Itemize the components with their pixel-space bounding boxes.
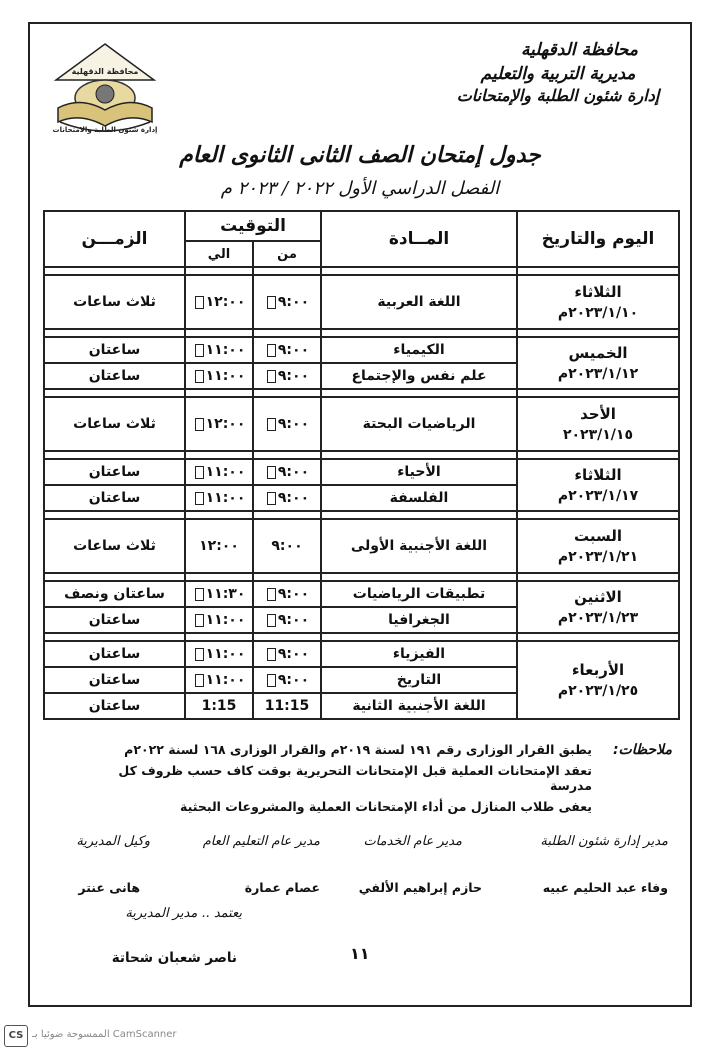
to-value: ١١:٠٠	[205, 490, 246, 506]
scanner-footer	[0, 1024, 720, 1050]
notes-label: ملاحظات:	[612, 742, 672, 758]
to-value: ١٢:٠٠	[199, 538, 239, 554]
duration-cell	[44, 459, 185, 485]
header-duration: الزمـــن	[44, 211, 185, 267]
from-time-cell	[253, 641, 321, 667]
to-time-cell	[185, 363, 253, 389]
subject-value: علم نفس والإجتماع	[351, 368, 487, 384]
exam-date: ٢٠٢٣/١/١٠م	[557, 305, 639, 321]
from-value: ٩:٠٠	[277, 342, 310, 358]
svg-text:محافظة الدقهلية: محافظة الدقهلية	[71, 67, 139, 76]
to-time-cell	[185, 519, 253, 573]
signature-name: وفاء عبد الحليم عبيه	[542, 880, 668, 895]
group-separator	[44, 389, 679, 397]
subject-cell	[321, 485, 517, 511]
signature-title: مدير إدارة شئون الطلبة	[540, 834, 668, 849]
to-time-cell	[185, 641, 253, 667]
duration-value: ساعتان	[88, 612, 141, 628]
from-time-cell	[253, 581, 321, 607]
subject-cell	[321, 363, 517, 389]
checkbox-mark-icon	[267, 492, 276, 505]
header-from: من	[253, 241, 321, 267]
subject-value: تطبيقات الرياضيات	[352, 586, 486, 602]
subject-cell	[321, 581, 517, 607]
to-value: ١١:٠٠	[205, 646, 246, 662]
director-name: ناصر شعبان شحاتة	[111, 950, 237, 966]
signature-name: عصام عمارة	[244, 880, 320, 895]
scanner-watermark: الممسوحة ضوئيا بـ CamScanner	[32, 1029, 177, 1040]
to-value: 1:15	[201, 698, 237, 714]
to-time-cell	[185, 607, 253, 633]
day-date-cell	[517, 581, 679, 633]
from-time-cell	[253, 337, 321, 363]
from-value: ٩:٠٠	[271, 538, 303, 554]
subject-cell	[321, 693, 517, 719]
header-subject: المــادة	[321, 211, 517, 267]
duration-value: ساعتان	[88, 368, 141, 384]
group-separator	[44, 573, 679, 581]
header-day-date: اليوم والتاريخ	[517, 211, 679, 267]
exam-date: ٢٠٢٣/١/٢٥م	[557, 683, 639, 699]
group-separator	[44, 511, 679, 519]
signature-title: وكيل المديرية	[76, 834, 150, 849]
duration-cell	[44, 581, 185, 607]
day-date-cell	[517, 275, 679, 329]
duration-cell	[44, 519, 185, 573]
camscanner-icon: CS	[4, 1025, 28, 1047]
subject-cell	[321, 519, 517, 573]
department-name: إدارة شئون الطلبة والإمتحانات	[456, 86, 660, 105]
duration-value: ساعتان	[88, 646, 141, 662]
day-name: السبت	[573, 527, 623, 545]
to-time-cell	[185, 693, 253, 719]
subject-value: الرياضيات البحتة	[362, 416, 476, 432]
from-time-cell	[253, 519, 321, 573]
to-time-cell	[185, 459, 253, 485]
note-item: تعقد الإمتحانات العملية قبل الإمتحانات التحريرية بوقت كاف حسب ظروف كل مدرسة	[118, 763, 592, 793]
duration-cell	[44, 693, 185, 719]
subject-value: الفيزياء	[392, 646, 446, 662]
subject-value: الأحياء	[397, 464, 441, 480]
checkbox-mark-icon	[195, 296, 204, 309]
checkbox-mark-icon	[267, 344, 276, 357]
checkbox-mark-icon	[195, 588, 204, 601]
day-date-cell	[517, 641, 679, 719]
signature-title: مدير عام الخدمات	[363, 834, 462, 849]
from-time-cell	[253, 485, 321, 511]
checkbox-mark-icon	[195, 418, 204, 431]
from-value: ٩:٠٠	[277, 612, 310, 628]
from-time-cell	[253, 667, 321, 693]
checkbox-mark-icon	[195, 466, 204, 479]
to-value: ١٢:٠٠	[205, 416, 246, 432]
from-value: ٩:٠٠	[277, 416, 310, 432]
group-separator	[44, 633, 679, 641]
to-value: ١١:٠٠	[205, 464, 246, 480]
signature-title: مدير عام التعليم العام	[202, 834, 320, 849]
day-name: الأربعاء	[571, 661, 625, 679]
subject-cell	[321, 397, 517, 451]
table-row	[44, 275, 679, 329]
exam-date: ٢٠٢٣/١/١٧م	[557, 488, 639, 504]
from-time-cell	[253, 397, 321, 451]
header-to: الي	[185, 241, 253, 267]
to-time-cell	[185, 337, 253, 363]
to-time-cell	[185, 275, 253, 329]
day-date-cell	[517, 519, 679, 573]
governorate-logo	[50, 40, 160, 135]
from-value: ٩:٠٠	[277, 646, 310, 662]
exam-date: ٢٠٢٣/١/١٢م	[557, 366, 639, 382]
from-value: 11:15	[264, 698, 310, 714]
checkbox-mark-icon	[195, 492, 204, 505]
checkbox-mark-icon	[195, 370, 204, 383]
day-name: الثلاثاء	[574, 466, 622, 484]
subject-cell	[321, 275, 517, 329]
subject-value: الجغرافيا	[388, 612, 450, 628]
document-title: جدول إمتحان الصف الثانى الثانوى العام	[179, 142, 541, 168]
subject-value: اللغة الأجنبية الأولى	[350, 538, 488, 554]
subject-cell	[321, 641, 517, 667]
subject-value: الفلسفة	[389, 490, 449, 506]
to-time-cell	[185, 581, 253, 607]
checkbox-mark-icon	[195, 344, 204, 357]
subject-value: الكيمياء	[393, 342, 445, 358]
to-value: ١١:٠٠	[205, 672, 246, 688]
checkbox-mark-icon	[267, 296, 276, 309]
to-value: ١١:٣٠	[205, 586, 246, 602]
duration-cell	[44, 607, 185, 633]
day-date-cell	[517, 397, 679, 451]
from-value: ٩:٠٠	[277, 368, 310, 384]
document-subtitle: الفصل الدراسي الأول ٢٠٢٢ / ٢٠٢٣ م	[220, 178, 500, 199]
subject-value: اللغة العربية	[377, 294, 461, 310]
to-time-cell	[185, 485, 253, 511]
header-block	[448, 40, 668, 105]
from-value: ٩:٠٠	[277, 294, 310, 310]
exam-schedule-table	[43, 210, 680, 720]
duration-cell	[44, 275, 185, 329]
signature-name: حازم إبراهيم الألفي	[358, 880, 482, 895]
from-time-cell	[253, 607, 321, 633]
checkbox-mark-icon	[267, 588, 276, 601]
to-time-cell	[185, 397, 253, 451]
duration-value: ساعتان	[88, 490, 141, 506]
header-timing: التوقيت	[185, 211, 321, 241]
from-value: ٩:٠٠	[277, 490, 310, 506]
day-name: الاثنين	[574, 588, 622, 606]
from-value: ٩:٠٠	[277, 464, 310, 480]
duration-value: ثلاث ساعات	[73, 294, 156, 310]
subject-cell	[321, 459, 517, 485]
checkbox-mark-icon	[267, 648, 276, 661]
duration-value: ساعتان	[88, 342, 141, 358]
checkbox-mark-icon	[267, 614, 276, 627]
to-value: ١١:٠٠	[205, 612, 246, 628]
duration-cell	[44, 667, 185, 693]
subject-cell	[321, 337, 517, 363]
duration-value: ساعتان	[88, 464, 141, 480]
from-time-cell	[253, 459, 321, 485]
from-value: ٩:٠٠	[277, 586, 310, 602]
exam-date: ٢٠٢٣/١/٢٣م	[557, 610, 639, 626]
exam-date: ٢٠٢٣/١/١٥	[562, 427, 634, 443]
subject-value: اللغة الأجنبية الثانية	[352, 698, 486, 714]
subject-cell	[321, 667, 517, 693]
checkbox-mark-icon	[267, 370, 276, 383]
signature-name: هانى عنتر	[78, 880, 140, 895]
subject-value: التاريخ	[396, 672, 442, 688]
checkbox-mark-icon	[267, 418, 276, 431]
duration-cell	[44, 397, 185, 451]
duration-value: ثلاث ساعات	[73, 538, 156, 554]
table-row	[44, 397, 679, 451]
notes-section	[80, 742, 672, 820]
governorate-name: محافظة الدقهلية	[520, 40, 638, 60]
to-value: ١٢:٠٠	[205, 294, 246, 310]
to-time-cell	[185, 667, 253, 693]
duration-value: ساعتان ونصف	[64, 586, 165, 602]
note-item: يعفى طلاب المنازل من أداء الإمتحانات العملية والمشروعات البحثية	[180, 799, 592, 814]
checkbox-mark-icon	[267, 674, 276, 687]
duration-cell	[44, 337, 185, 363]
duration-value: ساعتان	[88, 672, 141, 688]
day-name: الثلاثاء	[574, 283, 622, 301]
checkbox-mark-icon	[267, 466, 276, 479]
table-row	[44, 459, 679, 485]
checkbox-mark-icon	[195, 614, 204, 627]
table-row	[44, 641, 679, 667]
to-value: ١١:٠٠	[205, 368, 246, 384]
from-value: ٩:٠٠	[277, 672, 310, 688]
duration-value: ثلاث ساعات	[73, 416, 156, 432]
day-name: الخميس	[568, 344, 628, 362]
to-value: ١١:٠٠	[205, 342, 246, 358]
table-row	[44, 581, 679, 607]
duration-cell	[44, 485, 185, 511]
note-item: يطبق القرار الوزارى رقم ١٩١ لسنة ٢٠١٩م والقرار الوزارى ١٦٨ لسنة ٢٠٢٢م	[124, 742, 592, 757]
group-separator	[44, 267, 679, 275]
checkbox-mark-icon	[195, 648, 204, 661]
directorate-name: مديرية التربية والتعليم	[480, 64, 636, 84]
from-time-cell	[253, 275, 321, 329]
day-date-cell	[517, 337, 679, 389]
table-row	[44, 519, 679, 573]
day-date-cell	[517, 459, 679, 511]
from-time-cell	[253, 363, 321, 389]
table-row	[44, 337, 679, 363]
duration-cell	[44, 363, 185, 389]
day-name: الأحد	[580, 405, 616, 423]
subject-cell	[321, 607, 517, 633]
svg-text:إدارة شئون الطلبة والامتحانات: إدارة شئون الطلبة والامتحانات	[52, 126, 158, 134]
duration-value: ساعتان	[88, 698, 141, 714]
group-separator	[44, 451, 679, 459]
duration-cell	[44, 641, 185, 667]
page-number: ١١	[350, 944, 370, 963]
from-time-cell	[253, 693, 321, 719]
group-separator	[44, 329, 679, 337]
exam-date: ٢٠٢٣/١/٢١م	[557, 549, 639, 565]
approval-label: يعتمد .. مدير المديرية	[125, 906, 242, 921]
checkbox-mark-icon	[195, 674, 204, 687]
